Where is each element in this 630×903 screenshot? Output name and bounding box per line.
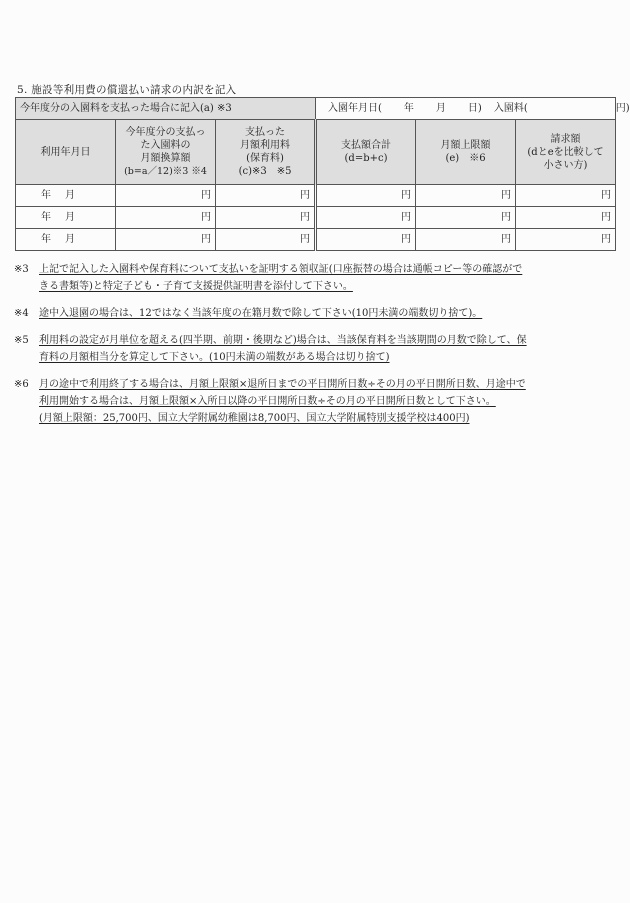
total-paid-cell[interactable]: 円	[316, 229, 416, 251]
note-4: ※4 途中入退園の場合は、12ではなく当該年度の在籍月数で除して下さい(10円未満の端数切り捨て)。	[14, 308, 483, 319]
claim-amount-cell[interactable]: 円	[516, 185, 616, 207]
notes-section	[14, 261, 618, 437]
total-paid-cell[interactable]: 円	[316, 185, 416, 207]
entrance-fee-entry[interactable]: 入園年月日( 年 月 日) 入園料( 円)	[316, 98, 616, 120]
reimbursement-breakdown-table	[15, 97, 630, 251]
header-monthly-limit: 月額上限額 (e) ※6	[416, 120, 516, 185]
table-row	[16, 229, 616, 251]
total-paid-cell[interactable]: 円	[316, 207, 416, 229]
entrance-fee-field-label: 入園料(	[493, 103, 528, 114]
entrance-monthly-cell[interactable]: 円	[116, 229, 216, 251]
monthly-limit-cell[interactable]: 円	[416, 229, 516, 251]
section-title: 5. 施設等利用費の償還払い請求の内訳を記入	[17, 84, 237, 96]
note-3: ※3 上記で記入した入園料や保育料について支払いを証明する領収証(口座振替の場合は通帳コピー等の確認がで きる書類等)と特定子ども・子育て支援提供証明書を添付して下さい。	[14, 264, 523, 292]
column-header-row	[16, 120, 616, 185]
note-5: ※5 利用料の設定が月単位を超える(四半期、前期・後期など)場合は、当該保育料を当該期間の月数で除して、保 育料の月額相当分を算定して下さい。(10円未満の端数がある場合は切り捨て)	[14, 335, 527, 363]
monthly-limit-cell[interactable]: 円	[416, 185, 516, 207]
table-row	[16, 185, 616, 207]
use-month-cell[interactable]: 年 月	[16, 185, 116, 207]
note-6: ※6 月の途中で利用終了する場合は、月額上限額×退所日までの平日開所日数÷その月の平日開所日数、月途中で 利用開始する場合は、月額上限額×入所日以降の平日開所日数÷その月の平日開所日数として下さい。 (月額上限額：25,700円、国立大学附属幼稚園は8,700円、国立大学附属特別支援学校は400円)	[14, 379, 526, 424]
use-month-cell[interactable]: 年 月	[16, 229, 116, 251]
claim-amount-cell[interactable]: 円	[516, 229, 616, 251]
entrance-monthly-cell[interactable]: 円	[116, 185, 216, 207]
monthly-fee-cell[interactable]: 円	[216, 207, 316, 229]
monthly-limit-cell[interactable]: 円	[416, 207, 516, 229]
entrance-fee-label: 今年度分の入園料を支払った場合に記入(a) ※3	[16, 98, 316, 120]
header-claim-amount: 請求額 (dとeを比較して 小さい方)	[516, 120, 616, 185]
header-entrance-monthly: 今年度分の支払っ た入園料の 月額換算額 (b=a／12)※3 ※4	[116, 120, 216, 185]
entrance-date-label: 入園年月日(	[328, 103, 382, 114]
header-use-month: 利用年月日	[16, 120, 116, 185]
use-month-cell[interactable]: 年 月	[16, 207, 116, 229]
header-total-paid: 支払額合計 (d=b+c)	[316, 120, 416, 185]
monthly-fee-cell[interactable]: 円	[216, 229, 316, 251]
entrance-fee-row	[16, 98, 616, 120]
header-monthly-fee-paid: 支払った 月額利用料 (保育料) (c)※3 ※5	[216, 120, 316, 185]
claim-amount-cell[interactable]: 円	[516, 207, 616, 229]
entrance-monthly-cell[interactable]: 円	[116, 207, 216, 229]
monthly-fee-cell[interactable]: 円	[216, 185, 316, 207]
table-row	[16, 207, 616, 229]
